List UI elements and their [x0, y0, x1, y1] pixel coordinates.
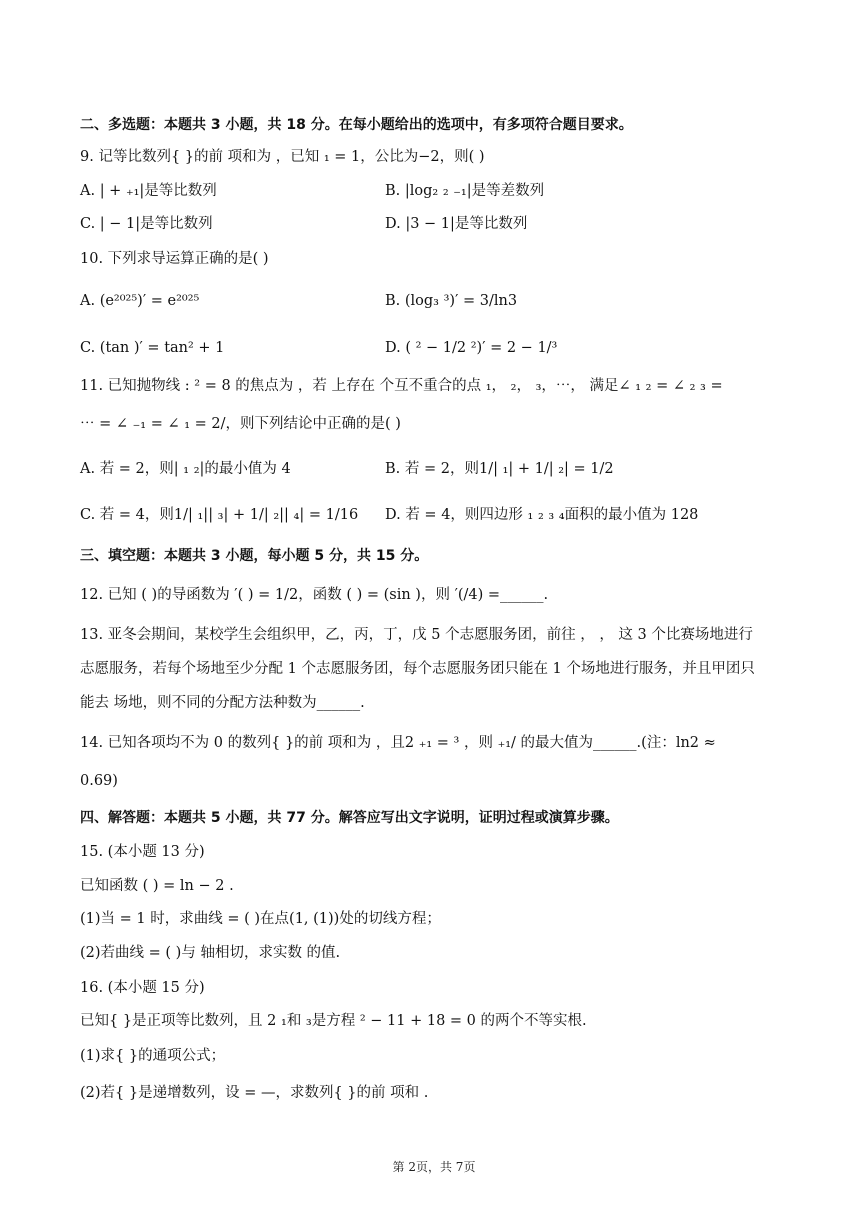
question-16-part1: (1)求{ }的通项公式；	[80, 1048, 226, 1064]
q11-option-b: B. 若 = 2，则1/| ₁| + 1/| ₂| = 1/2	[385, 461, 614, 477]
q9-option-a: A. | + ₊₁|是等比数列	[80, 183, 217, 199]
q9-option-b: B. |log₂ ₂ ₋₁|是等差数列	[385, 183, 545, 199]
q10-option-d: D. ( ² − 1/2 ²)′ = 2 − 1/³	[385, 340, 558, 356]
q11-option-c: C. 若 = 4，则1/| ₁|| ₃| + 1/| ₂|| ₄| = 1/16	[80, 507, 359, 523]
question-15-stem: 已知函数 ( ) = ln − 2 .	[80, 878, 234, 894]
question-12: 12. 已知 ( )的导函数为 ′( ) = 1/2，函数 ( ) = (sin )，则 ′(/4) =______.	[80, 587, 549, 603]
question-11-line1: 11. 已知抛物线 : ² = 8 的焦点为 ，若 上存在 个互不重合的点 ₁， ₂， ₃，⋯， 满足∠ ₁ ₂ = ∠ ₂ ₃ =	[80, 378, 723, 394]
question-15-header: 15. (本小题 13 分)	[80, 844, 205, 860]
question-14-line1: 14. 已知各项均不为 0 的数列{ }的前 项和为 ，且2 ₊₁ = ³ ，则 ₊₁/ 的最大值为______.(注：ln2 ≈	[80, 735, 716, 751]
q10-option-a: A. (e²⁰²⁵)′ = e²⁰²⁵	[80, 293, 200, 309]
question-16-stem: 已知{ }是正项等比数列，且 2 ₁和 ₃是方程 ² − 11 + 18 = 0 的两个不等实根.	[80, 1013, 587, 1029]
q9-option-c: C. | − 1|是等比数列	[80, 216, 213, 232]
q10-option-b: B. (log₃ ³)′ = 3/ln3	[385, 293, 518, 309]
q10-option-c: C. (tan )′ = tan² + 1	[80, 340, 225, 356]
question-13-line3: 能去 场地，则不同的分配方法种数为______.	[80, 695, 365, 711]
q9-option-d: D. |3 − 1|是等比数列	[385, 216, 528, 232]
section-answer-heading: 四、解答题：本题共 5 小题，共 77 分。解答应写出文字说明，证明过程或演算步骤。	[80, 810, 619, 826]
question-13-line1: 13. 亚冬会期间，某校学生会组织甲，乙，丙，丁，戊 5 个志愿服务团，前往 ， ， 这 3 个比赛场地进行	[80, 627, 753, 643]
section-fill-in-heading: 三、填空题：本题共 3 小题，每小题 5 分，共 15 分。	[80, 548, 429, 564]
page-footer: 第 2页，共 7页	[392, 1160, 476, 1174]
q11-option-d: D. 若 = 4，则四边形 ₁ ₂ ₃ ₄面积的最小值为 128	[385, 507, 699, 523]
question-16-part2: (2)若{ }是递增数列，设 = —，求数列{ }的前 项和 .	[80, 1085, 429, 1101]
question-9: 9. 记等比数列{ }的前 项和为 ，已知 ₁ = 1，公比为−2，则( )	[80, 149, 485, 165]
question-10: 10. 下列求导运算正确的是( )	[80, 251, 269, 267]
question-15-part2: (2)若曲线 = ( )与 轴相切，求实数 的值.	[80, 945, 341, 961]
question-14-line2: 0.69)	[80, 773, 118, 789]
q11-option-a: A. 若 = 2，则| ₁ ₂|的最小值为 4	[80, 461, 291, 477]
section-multiple-choice-heading: 二、多选题：本题共 3 小题，共 18 分。在每小题给出的选项中，有多项符合题目要求。	[80, 117, 633, 133]
question-16-header: 16. (本小题 15 分)	[80, 980, 205, 996]
question-15-part1: (1)当 = 1 时，求曲线 = ( )在点(1, (1))处的切线方程；	[80, 911, 441, 927]
question-13-line2: 志愿服务，若每个场地至少分配 1 个志愿服务团，每个志愿服务团只能在 1 个场地进行服务，并且甲团只	[80, 661, 755, 677]
question-11-line2: ⋯ = ∠ ₋₁ = ∠ ₁ = 2/，则下列结论中正确的是( )	[80, 416, 401, 432]
